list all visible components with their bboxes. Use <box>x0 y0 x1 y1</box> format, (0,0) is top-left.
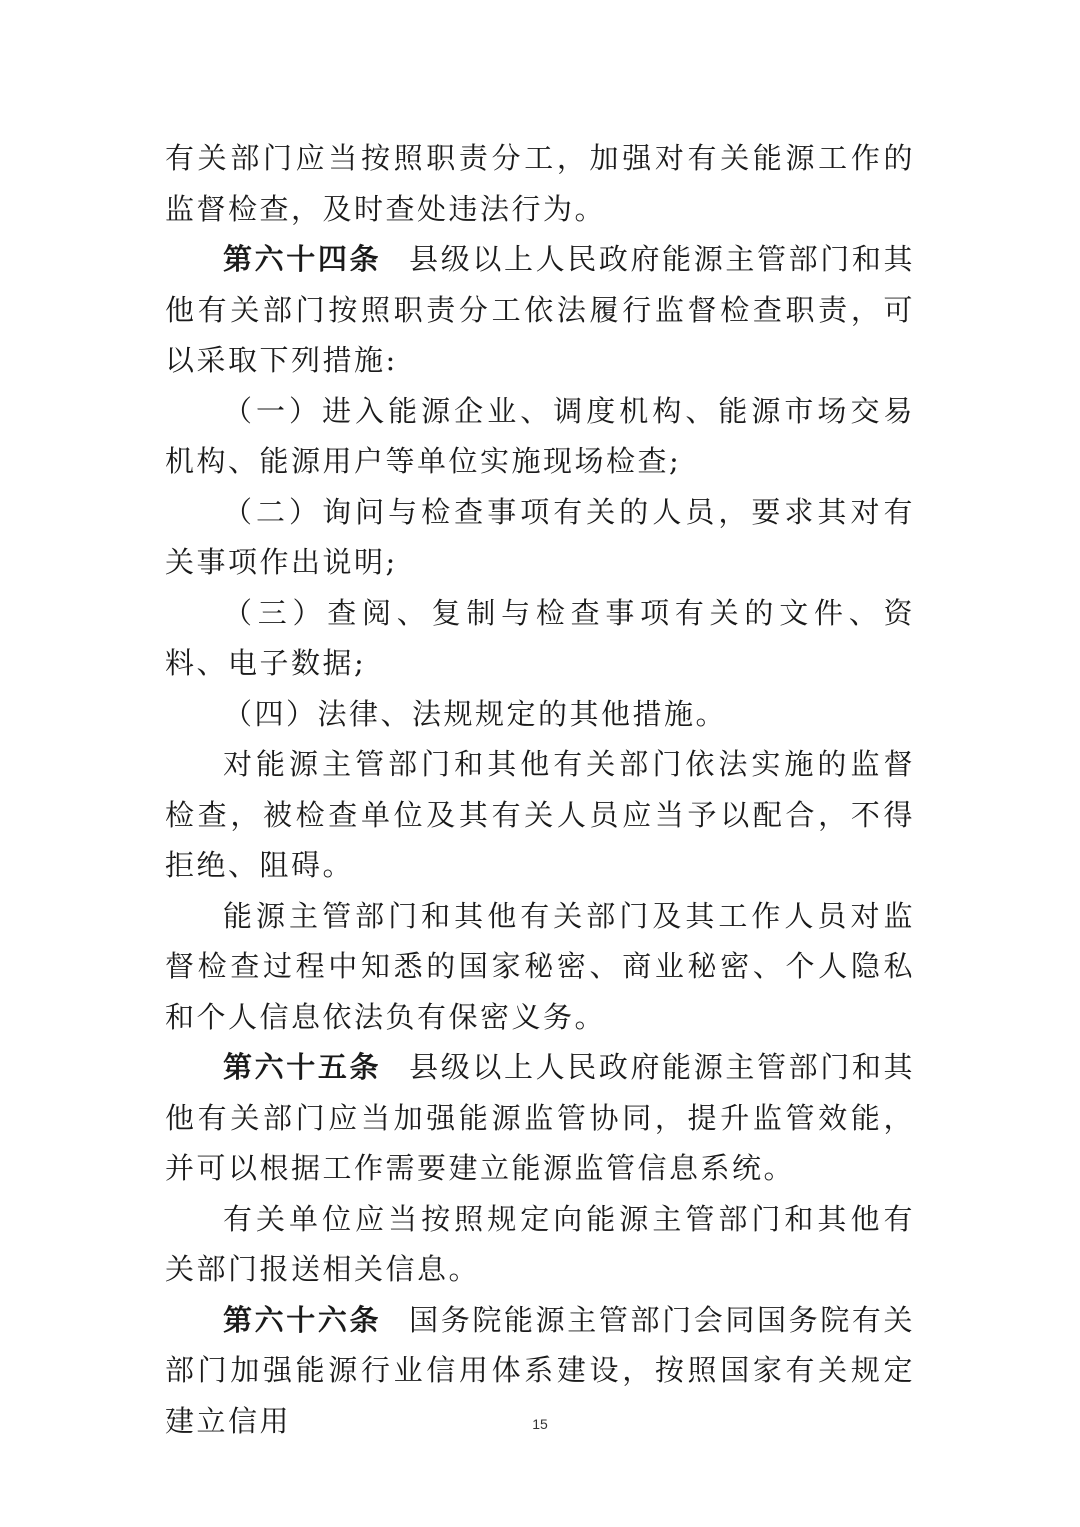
paragraph-text: （三）查阅、复制与检查事项有关的文件、资料、电子数据; <box>165 595 915 680</box>
article-number: 第六十四条 <box>223 242 382 276</box>
page-number: 15 <box>532 1416 548 1432</box>
measure-item-3 <box>165 588 915 689</box>
paragraph-reporting <box>165 1194 915 1295</box>
measure-item-4 <box>165 689 915 740</box>
paragraph-text: 县级以上人民政府能源主管部门和其他有关部门应当加强能源监管协同，提升监管效能，并可以根据工作需要建立能源监管信息系统。 <box>165 1050 915 1185</box>
paragraph-text: （四）法律、法规规定的其他措施。 <box>223 696 728 731</box>
paragraph-text: 能源主管部门和其他有关部门及其工作人员对监督检查过程中知悉的国家秘密、商业秘密、个人隐私和个人信息依法负有保密义务。 <box>165 898 915 1034</box>
paragraph-text: 对能源主管部门和其他有关部门依法实施的监督检查，被检查单位及其有关人员应当予以配合，不得拒绝、阻碍。 <box>165 747 915 882</box>
paragraph-text: （二）询问与检查事项有关的人员，要求其对有关事项作出说明; <box>165 494 915 579</box>
paragraph-text: （一）进入能源企业、调度机构、能源市场交易机构、能源用户等单位实施现场检查; <box>165 393 915 478</box>
measure-item-2 <box>165 487 915 588</box>
article-number: 第六十六条 <box>223 1302 382 1337</box>
measure-item-1 <box>165 386 915 487</box>
document-body <box>165 133 915 1446</box>
article-number: 第六十五条 <box>223 1050 382 1084</box>
paragraph-1 <box>165 133 915 234</box>
paragraph-confidentiality <box>165 891 915 1043</box>
paragraph-text: 有关部门应当按照职责分工，加强对有关能源工作的监督检查，及时查处违法行为。 <box>165 141 915 226</box>
paragraph-text: 国务院能源主管部门会同国务院有关部门加强能源行业信用体系建设，按照国家有关规定建立信用 <box>165 1302 915 1438</box>
article-64 <box>165 234 915 386</box>
article-65 <box>165 1042 915 1194</box>
paragraph-text: 县级以上人民政府能源主管部门和其他有关部门按照职责分工依法履行监督检查职责，可以采取下列措施: <box>165 242 915 377</box>
paragraph-cooperation <box>165 739 915 891</box>
paragraph-text: 有关单位应当按照规定向能源主管部门和其他有关部门报送相关信息。 <box>165 1201 915 1286</box>
